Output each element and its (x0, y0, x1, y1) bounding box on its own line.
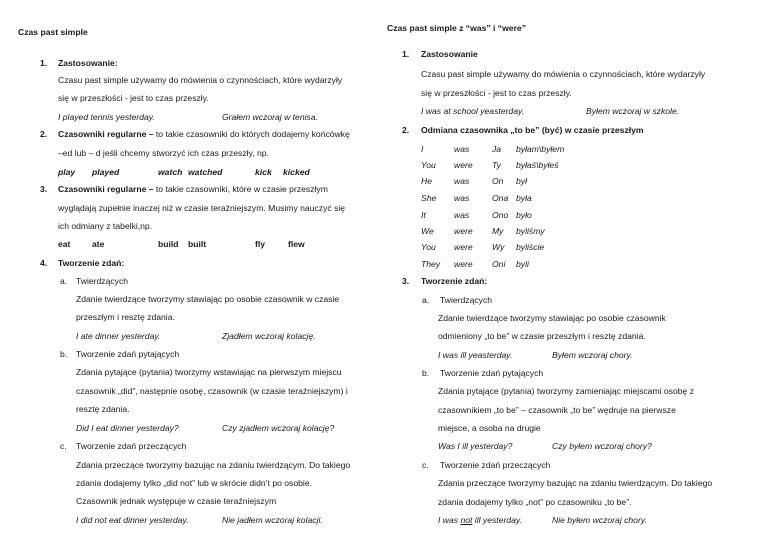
table-cell: You (421, 242, 436, 252)
right-s1-number: 1. (402, 49, 410, 59)
left-s4c-line: Czasownik jednak występuje w czasie teraźniejszym (76, 496, 277, 506)
right-s3a-example-en: I was ill yeasterday. (438, 350, 513, 360)
left-s4b-title: Tworzenie zdań pytających (76, 349, 180, 359)
table-cell: They (421, 259, 441, 269)
table-cell: was (454, 193, 470, 203)
verb-word: kick (255, 167, 272, 177)
right-s3b-line: czasownikiem „to be” – czasownik „to be” wędruje na pierwsze (438, 405, 676, 415)
table-cell: We (421, 226, 434, 236)
verb-word: build (158, 239, 179, 249)
right-s3c-example-pl: Nie byłem wczoraj chory. (552, 515, 647, 525)
left-s4b-line: czasownik „did”, następnie osobę, czasownik (w czasie teraźniejszym) i (76, 386, 348, 396)
left-s4a-line: Zdanie twierdzące tworzymy stawiając po osobie czasownik w czasie (76, 294, 340, 304)
verb-word: watch (158, 167, 183, 177)
left-s4c-title: Tworzenie zdań przeczących (76, 441, 187, 451)
table-cell: był (516, 176, 527, 186)
left-s3-line1-rest: to takie czasowniki, które w czasie przeszłym (155, 184, 328, 194)
right-s3a-example-pl: Byłem wczoraj chory. (552, 350, 633, 360)
right-s1-example-en: I was at school yeasterday. (421, 106, 525, 116)
left-s4c-marker: c. (60, 441, 67, 451)
right-s3b-example-en: Was I ill yesterday? (438, 441, 513, 451)
right-s3c-line: zdania dodajemy tylko „not” po czasowniku „to be”. (438, 497, 632, 507)
left-s4b-marker: b. (60, 349, 68, 359)
verb-word: fly (255, 239, 266, 249)
left-s1-line: Czasu past simple używamy do mówienia o czynnościach, które wydarzyły (58, 75, 343, 85)
left-s1-example-en: I played tennis yesterday. (58, 112, 155, 122)
verb-word: played (92, 167, 120, 177)
table-cell: was (454, 144, 470, 154)
table-cell: była (516, 193, 532, 203)
table-cell: byli (516, 259, 529, 269)
left-s2-number: 2. (40, 129, 48, 139)
left-s4c-line: Zdania przeczące tworzymy bazując na zdaniu twierdzącym. Do takiego (76, 460, 351, 470)
table-cell: I (421, 144, 424, 154)
example-text: ill yesterday. (472, 515, 522, 525)
left-s1-number: 1. (40, 58, 48, 68)
table-cell: On (492, 176, 504, 186)
left-title: Czas past simple (18, 27, 88, 37)
left-s2-line: –ed lub – d jeśli chcemy stworzyć ich czas przeszły, np. (58, 148, 269, 158)
right-s3a-marker: a. (422, 295, 430, 305)
table-cell: Ja (492, 144, 502, 154)
left-s4a-line: przeszłym i resztę zdania. (76, 312, 175, 322)
right-s3b-line: Zdania pytające (pytania) tworzymy zamieniając miejscami osobę z (438, 386, 695, 396)
right-s3a-line: odmieniony „to be” w czasie przeszłym i resztę zdania. (438, 331, 646, 341)
left-s3-line: ich odmiany z tabelki,np. (58, 221, 153, 231)
right-s3c-example-en (438, 515, 522, 526)
table-cell: My (492, 226, 504, 236)
right-s1-heading: Zastosowanie (421, 49, 478, 59)
table-cell: She (421, 193, 437, 203)
table-cell: Oni (492, 259, 506, 269)
left-s4a-marker: a. (60, 276, 68, 286)
table-cell: byliśmy (516, 226, 545, 236)
not-emphasis: not (460, 515, 473, 525)
left-s1-line: się w przeszłości - jest to czas przeszły. (58, 93, 209, 103)
table-cell: Ono (492, 210, 509, 220)
example-text: I was (438, 515, 461, 525)
verb-word: eat (58, 239, 71, 249)
right-s1-line: się w przeszłości - jest to czas przeszły. (421, 88, 572, 98)
table-cell: Ty (492, 160, 501, 170)
table-cell: He (421, 176, 432, 186)
left-s4b-line: resztę zdania. (76, 404, 130, 414)
table-cell: Ona (492, 193, 509, 203)
left-s4a-example-pl: Zjadłem wczoraj kolację. (222, 331, 316, 341)
right-s3b-title: Tworzenie zdań pytających (440, 368, 544, 378)
left-s4b-example-pl: Czy zjadłem wczoraj kolację? (222, 423, 335, 433)
right-s2-number: 2. (402, 125, 410, 135)
table-cell: were (454, 226, 473, 236)
table-cell: byliście (516, 242, 545, 252)
table-cell: It (421, 210, 426, 220)
left-s2-line (58, 129, 350, 140)
right-title: Czas past simple z “was” i “were” (387, 23, 526, 33)
left-s1-heading: Zastosowanie: (58, 58, 118, 68)
right-s3c-title: Tworzenie zdań przeczących (440, 460, 551, 470)
left-s4a-title: Twierdzących (76, 276, 129, 286)
left-s3-heading: Czasowniki regularne – (58, 184, 154, 194)
verb-word: play (58, 167, 76, 177)
table-cell: was (454, 210, 470, 220)
table-cell: were (454, 160, 473, 170)
left-s3-line: wyglądają zupełnie inaczej niż w czasie teraźniejszym. Musimy nauczyć się (58, 203, 346, 213)
table-cell: were (454, 242, 473, 252)
right-s3b-example-pl: Czy byłem wczoraj chory? (552, 441, 652, 451)
table-cell: You (421, 160, 436, 170)
right-s3c-marker: c. (422, 460, 429, 470)
right-s2-heading: Odmiana czasownika „to be” (być) w czasie przeszłym (421, 125, 644, 135)
left-s2-line1-rest: to takie czasowniki do których dodajemy końcówkę (155, 129, 350, 139)
verb-word: flew (288, 239, 305, 249)
left-s2-heading: Czasowniki regularne – (58, 129, 154, 139)
right-s3-number: 3. (402, 276, 410, 286)
verb-word: kicked (283, 167, 310, 177)
left-s4-number: 4. (40, 258, 48, 268)
right-s1-line: Czasu past simple używamy do mówienia o czynnościach, które wydarzyły (421, 69, 706, 79)
right-s3-heading: Tworzenie zdań: (421, 276, 488, 286)
right-s3b-line: miejsce, a osoba na drugie (438, 423, 541, 433)
left-s3-line (58, 184, 328, 195)
left-s3-number: 3. (40, 184, 48, 194)
table-cell: was (454, 176, 470, 186)
left-s4b-line: Zdania pytające (pytania) tworzymy wstawiając na pierwszym miejscu (76, 367, 342, 377)
verb-word: built (188, 239, 207, 249)
left-s4c-line: zdania dodajemy tylko „did not” lub w skrócie didn’t po osobie. (76, 478, 312, 488)
verb-word: ate (92, 239, 105, 249)
left-s4c-example-en: I did not eat dinner yesterday. (76, 515, 189, 525)
right-s1-example-pl: Byłem wczoraj w szkole. (586, 106, 680, 116)
left-s4a-example-en: I ate dinner yesterday. (76, 331, 161, 341)
table-cell: byłaś\byłeś (516, 160, 559, 170)
right-s3a-title: Twierdzących (440, 295, 493, 305)
right-s3c-line: Zdania przeczące tworzymy bazując na zdaniu twierdzącym. Do takiego (438, 478, 713, 488)
table-cell: było (516, 210, 532, 220)
table-cell: were (454, 259, 473, 269)
left-s1-example-pl: Grałem wczoraj w tenisa. (222, 112, 318, 122)
verb-word: watched (188, 167, 223, 177)
right-s3a-line: Zdanie twierdzące tworzymy stawiając po osobie czasownik (438, 313, 666, 323)
table-cell: byłam\byłem (516, 144, 565, 154)
left-s4c-example-pl: Nie jadłem wczoraj kolacji. (222, 515, 323, 525)
left-s4b-example-en: Did I eat dinner yesterday? (76, 423, 179, 433)
left-s4-heading: Tworzenie zdań: (58, 258, 125, 268)
table-cell: Wy (492, 242, 505, 252)
right-s3b-marker: b. (422, 368, 430, 378)
